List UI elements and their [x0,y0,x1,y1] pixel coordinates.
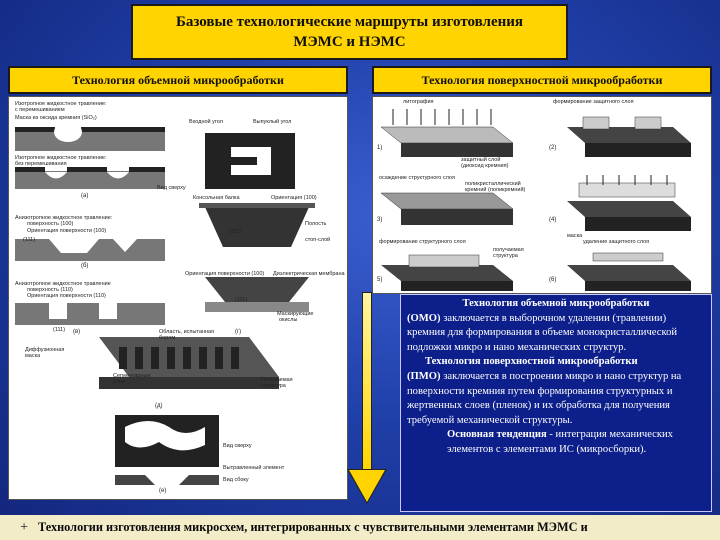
label-anisotropic-110: Анизотропное жидкостное травление [15,281,111,287]
label-step2: (2) [549,145,557,151]
footer-bar [0,515,720,540]
label-isotropic-stirred: Изотропное жидкостное травление: [15,101,107,107]
trend-paragraph [407,428,705,457]
step2-top [567,127,691,143]
label-remove-layer: удаление защитного слоя [583,239,650,245]
section-title-bulk: Технология объемной микрообработки [8,66,348,94]
label-step3: 3) [377,217,383,223]
vertical-trench [99,303,117,319]
label-fig-g: (г) [235,329,242,335]
bulk-abbr: (ОМО) [407,312,441,324]
label-step1: 1) [377,145,383,151]
surface-abbr: (ПМО) [407,370,441,382]
label-mask: Маска из оксида кремния (SiO₂) [15,115,97,121]
label-miller-111-d: (111) [235,297,248,303]
step3-top [381,193,513,209]
label-sacrificial-2: слои [113,379,126,385]
down-arrow-shaft [362,292,372,472]
etch-pit [54,122,82,142]
trend-text: - интеграция механических элементов с элементами ИС (микросборки). [447,429,673,455]
label-mask-etch-2: окислы [279,317,298,323]
mask-strip [67,167,107,172]
label-fig-e: (е) [159,488,167,494]
step1-top [381,127,513,143]
label-inlet: Входной угол [189,119,223,125]
surface-text: заключается в построении микро и нано структур на поверхности кремния путем формирования структурных и жертвенных слоев (пленок) и их обработка для получения требуемой механической структуры. [407,370,682,426]
step6-side [585,281,691,291]
label-deposit: осаждение структурного слоя [379,175,455,181]
bulk-text: заключается в выборочном удалении (травлении) кремния для формирования в объеме монокристаллической подложки микро и нано механических структур. [407,312,678,353]
label-region: Область, испытанная [159,329,215,335]
cavity-section [205,207,309,247]
label-diffusion-2: маска [25,353,41,359]
surface-paragraph [407,370,705,428]
footer-text: Технологии изготовления микросхем, интегрированных с чувствительными элементами МЭМС и [38,520,588,534]
step2-side [585,143,691,157]
down-arrow-head [349,470,385,502]
surface-micromachining-figure [372,96,712,294]
step6-top [567,265,691,281]
label-sacrificial: Сегментарные [113,373,151,379]
label-etched-element: Вытравленный элемент [223,465,285,471]
label-polysilicon-2: кремний (поликремний) [465,187,526,193]
step1-arrows [393,109,491,125]
label-top-view-2: Вид сверху [223,443,252,449]
label-fig-b: (б) [81,263,89,269]
step5-side [401,281,513,291]
label-isotropic-unstirred-2: без перемешивания [15,161,67,167]
label-fig-a: (а) [81,193,89,199]
bulk-heading: Технология объемной микрообработки [462,298,650,309]
label-fig-v: (в) [73,329,81,335]
label-top-view: Вид сверху [157,185,186,191]
substrate-isotropic-unstirred [15,171,165,189]
label-anisotropic-110-3: Ориентация поверхности (110) [27,293,106,299]
label-fig-d: (д) [155,403,163,409]
label-isotropic-stirred-2: с перемешиванием [15,107,65,113]
label-form-structure: формирование структурного слоя [379,239,466,245]
label-sacrificial-layer-2: (диоксид кремния) [461,163,509,169]
step5-structure [409,255,479,267]
footer-bullet: + [20,519,28,535]
surface-heading: Технология поверхностной микрообработки [425,356,638,368]
section-title-surface: Технология поверхностной микрообработки [372,66,712,94]
step2-block [635,117,661,129]
label-step4: (4) [549,217,557,223]
label-anisotropic-100-2: поверхность (100) [27,221,74,227]
label-sacrificial-layer: защитный слой [461,157,501,163]
mask-strip [129,167,165,172]
label-orient-surface: Ориентация поверхности (100) [185,271,265,277]
label-side-view: Вид сбоку [223,477,249,483]
page-title [131,4,568,60]
mask-strip [15,127,55,132]
surface-diagram-svg [373,97,711,293]
bulk-micromachining-figure [8,96,348,500]
label-region-2: бором [159,335,176,341]
title-line-2: МЭМС и НЭМС [293,34,406,50]
step4-mask [579,183,675,197]
membrane-section [205,277,309,302]
label-result-structure-2: структура [493,253,518,259]
label-result-structure: получаемая [493,247,524,253]
label-diffusion: Диффузионная [25,347,65,353]
vertical-trench [49,303,67,319]
bulk-paragraph [407,312,705,356]
label-outlet: Выпуклый угол [253,119,292,125]
label-anisotropic-100: Анизотропное жидкостное травление: [15,215,113,221]
label-polysilicon: поликристаллический [465,181,521,187]
label-dielectric: Диэлектрическая мембрана [273,271,345,277]
label-mask-etch: Маскирующие [277,311,314,317]
step1-side [401,143,513,157]
step6-bridge [593,253,663,261]
step2-block [583,117,609,129]
cantilever-beam [199,203,315,208]
label-step5: 5) [377,277,383,283]
label-step6: (6) [549,277,557,283]
label-result-2: структура [261,383,286,389]
top-view-cutout [257,155,271,167]
label-cantilever: Консольная балка [193,195,240,201]
label-miller-111-c: (111) [229,229,242,235]
step4-side [585,217,691,231]
mask-strip [81,127,165,132]
step3-side [401,209,513,225]
label-anisotropic-110-2: поверхность (110) [27,287,73,293]
description-box [400,294,712,512]
top-view-block [205,133,295,189]
title-line-1: Базовые технологические маршруты изготовления [175,14,524,30]
substrate-isotropic-stirred [15,131,165,151]
label-isotropic-unstirred: Изотропное жидкостное травление: [15,155,107,161]
label-result: Получаемая [261,377,293,383]
label-lithography: литография [403,99,434,105]
trend-heading: Основная тенденция [447,429,547,441]
substrate-anisotropic-110 [15,303,165,325]
label-cavity: Полость [305,221,327,227]
label-anisotropic-100-3: Ориентация поверхности (100) [27,228,107,234]
step5-top [381,265,513,281]
label-miller-111-b: (111) [53,327,66,333]
mask-strip [15,167,45,172]
label-miller-111: (111) [23,237,36,243]
label-layer: стоп-слой [305,237,331,243]
step4-top [567,201,691,217]
label-mask: маска [567,233,583,239]
label-protective-layer: формирование защитного слоя [553,99,634,105]
label-orient-100: Ориентация (100) [271,195,317,201]
